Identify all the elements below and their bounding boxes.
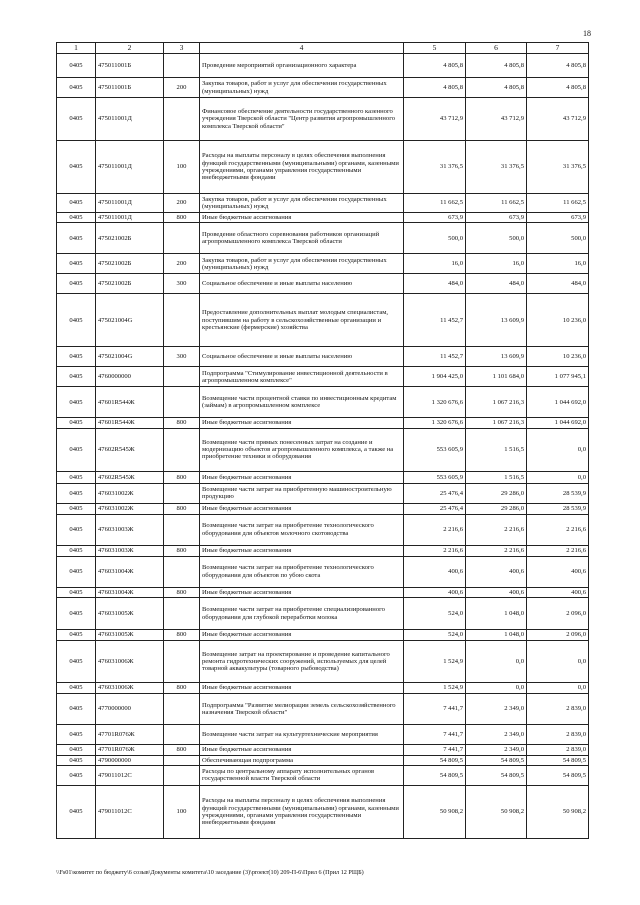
cell-amount-col6: 400,6	[466, 556, 527, 587]
cell-amount-col6: 2 349,0	[466, 745, 527, 755]
cell-amount-col7: 1 077 945,1	[527, 367, 589, 387]
cell-section: 0405	[57, 213, 96, 223]
cell-amount-col7: 2 839,0	[527, 694, 589, 725]
cell-name: Подпрограмма "Стимулирование инвестиционной деятельности в агропромышленном комплексе"	[200, 367, 404, 387]
cell-section: 0405	[57, 683, 96, 694]
cell-target-code: 475021004G	[96, 347, 164, 367]
cell-section: 0405	[57, 428, 96, 471]
cell-target-code: 476031004Ж	[96, 587, 164, 597]
table-row	[57, 503, 589, 514]
cell-amount-col7: 0,0	[527, 471, 589, 483]
cell-name: Возмещение затрат на проектирование и проведение капитального ремонта гидротехнических сооружений, используемых для целей товарной аквакультуры (товарного рыбоводства)	[200, 641, 404, 683]
table-row	[57, 194, 589, 213]
cell-amount-col5: 2 216,6	[404, 514, 466, 545]
cell-target-code: 476031006Ж	[96, 641, 164, 683]
column-header: 2	[96, 43, 164, 54]
cell-name: Закупка товаров, работ и услуг для обеспечения государственных (муниципальных) нужд	[200, 254, 404, 274]
cell-amount-col6: 11 662,5	[466, 194, 527, 213]
cell-name: Иные бюджетные ассигнования	[200, 587, 404, 597]
table-row	[57, 725, 589, 745]
cell-section: 0405	[57, 745, 96, 755]
cell-amount-col5: 484,0	[404, 274, 466, 294]
table-row	[57, 213, 589, 223]
cell-amount-col6: 673,9	[466, 213, 527, 223]
cell-target-code: 47601R544Ж	[96, 387, 164, 418]
table-row	[57, 556, 589, 587]
cell-section: 0405	[57, 694, 96, 725]
cell-name: Обеспечивающая подпрограмма	[200, 755, 404, 765]
cell-amount-col7: 0,0	[527, 428, 589, 471]
cell-section: 0405	[57, 503, 96, 514]
cell-amount-col5: 7 441,7	[404, 694, 466, 725]
cell-amount-col6: 484,0	[466, 274, 527, 294]
column-header: 4	[200, 43, 404, 54]
cell-expense-type: 200	[164, 78, 200, 98]
cell-amount-col7: 2 096,0	[527, 630, 589, 641]
cell-amount-col6: 4 805,8	[466, 78, 527, 98]
cell-amount-col7: 4 805,8	[527, 78, 589, 98]
cell-expense-type	[164, 483, 200, 503]
cell-target-code: 475011001Б	[96, 78, 164, 98]
cell-target-code: 4760000000	[96, 367, 164, 387]
cell-amount-col5: 11 452,7	[404, 294, 466, 347]
cell-amount-col5: 54 809,5	[404, 755, 466, 765]
cell-amount-col6: 13 609,9	[466, 294, 527, 347]
cell-target-code: 475021002Б	[96, 254, 164, 274]
table-row	[57, 683, 589, 694]
cell-amount-col7: 10 236,0	[527, 347, 589, 367]
cell-target-code: 475011001Д	[96, 98, 164, 141]
cell-target-code: 47701R076Ж	[96, 745, 164, 755]
cell-target-code: 476031003Ж	[96, 545, 164, 556]
cell-amount-col5: 7 441,7	[404, 745, 466, 755]
cell-amount-col7: 2 096,0	[527, 598, 589, 630]
table-row	[57, 785, 589, 838]
column-header: 5	[404, 43, 466, 54]
cell-section: 0405	[57, 98, 96, 141]
cell-amount-col7: 2 216,6	[527, 545, 589, 556]
cell-amount-col7: 54 809,5	[527, 755, 589, 765]
cell-section: 0405	[57, 387, 96, 418]
cell-expense-type: 200	[164, 194, 200, 213]
table-row	[57, 98, 589, 141]
cell-expense-type	[164, 755, 200, 765]
cell-target-code: 476031003Ж	[96, 514, 164, 545]
cell-amount-col5: 50 908,2	[404, 785, 466, 838]
table-row	[57, 54, 589, 78]
cell-section: 0405	[57, 254, 96, 274]
cell-expense-type: 300	[164, 347, 200, 367]
cell-amount-col7: 1 044 692,0	[527, 418, 589, 428]
cell-name: Проведение областного соревнования работников организаций агропромышленного комплекса Тверской области	[200, 223, 404, 254]
cell-expense-type	[164, 294, 200, 347]
cell-amount-col5: 4 805,8	[404, 54, 466, 78]
cell-amount-col5: 11 452,7	[404, 347, 466, 367]
cell-amount-col7: 2 839,0	[527, 725, 589, 745]
cell-expense-type	[164, 641, 200, 683]
cell-expense-type: 800	[164, 745, 200, 755]
cell-expense-type: 200	[164, 254, 200, 274]
table-row	[57, 471, 589, 483]
cell-target-code: 47602R545Ж	[96, 471, 164, 483]
cell-amount-col6: 54 809,5	[466, 755, 527, 765]
cell-name: Иные бюджетные ассигнования	[200, 503, 404, 514]
table-row	[57, 545, 589, 556]
cell-expense-type	[164, 428, 200, 471]
cell-amount-col5: 11 662,5	[404, 194, 466, 213]
table-row	[57, 755, 589, 765]
cell-amount-col5: 1 904 425,0	[404, 367, 466, 387]
cell-section: 0405	[57, 418, 96, 428]
table-row	[57, 254, 589, 274]
cell-amount-col5: 673,9	[404, 213, 466, 223]
cell-amount-col5: 4 805,8	[404, 78, 466, 98]
cell-target-code: 476031002Ж	[96, 503, 164, 514]
table-row	[57, 223, 589, 254]
cell-amount-col6: 1 067 216,3	[466, 387, 527, 418]
cell-section: 0405	[57, 785, 96, 838]
cell-amount-col5: 1 524,9	[404, 683, 466, 694]
cell-name: Иные бюджетные ассигнования	[200, 213, 404, 223]
table-row	[57, 428, 589, 471]
cell-target-code: 476031002Ж	[96, 483, 164, 503]
table-row	[57, 641, 589, 683]
cell-section: 0405	[57, 641, 96, 683]
cell-amount-col5: 1 320 676,6	[404, 387, 466, 418]
table-row	[57, 630, 589, 641]
table-body	[57, 54, 589, 839]
cell-amount-col7: 43 712,9	[527, 98, 589, 141]
cell-amount-col7: 28 539,9	[527, 503, 589, 514]
cell-name: Возмещение части затрат на приобретение технологического оборудования для объектов молочного скотоводства	[200, 514, 404, 545]
table-row	[57, 274, 589, 294]
table-row	[57, 78, 589, 98]
table-row	[57, 483, 589, 503]
cell-amount-col6: 1 516,5	[466, 471, 527, 483]
cell-expense-type	[164, 725, 200, 745]
cell-name: Возмещение части затрат на приобретение технологического оборудования для объектов по убою скота	[200, 556, 404, 587]
table-row	[57, 367, 589, 387]
cell-amount-col6: 4 805,8	[466, 54, 527, 78]
cell-name: Проведение мероприятий организационного характера	[200, 54, 404, 78]
table-row	[57, 587, 589, 597]
cell-expense-type	[164, 694, 200, 725]
cell-target-code: 4790000000	[96, 755, 164, 765]
cell-amount-col6: 2 349,0	[466, 694, 527, 725]
cell-expense-type: 800	[164, 418, 200, 428]
cell-name: Иные бюджетные ассигнования	[200, 471, 404, 483]
cell-target-code: 475021002Б	[96, 223, 164, 254]
column-header: 6	[466, 43, 527, 54]
cell-amount-col7: 50 908,2	[527, 785, 589, 838]
cell-amount-col6: 1 067 216,3	[466, 418, 527, 428]
table-row	[57, 745, 589, 755]
cell-section: 0405	[57, 141, 96, 194]
cell-amount-col7: 0,0	[527, 683, 589, 694]
cell-expense-type: 800	[164, 683, 200, 694]
cell-section: 0405	[57, 54, 96, 78]
cell-name: Подпрограмма "Развитие мелиорации земель сельскохозяйственного назначения Тверской области"	[200, 694, 404, 725]
cell-expense-type	[164, 223, 200, 254]
cell-amount-col7: 31 376,5	[527, 141, 589, 194]
cell-name: Закупка товаров, работ и услуг для обеспечения государственных (муниципальных) нужд	[200, 78, 404, 98]
cell-amount-col7: 0,0	[527, 641, 589, 683]
cell-amount-col7: 500,0	[527, 223, 589, 254]
cell-name: Иные бюджетные ассигнования	[200, 545, 404, 556]
cell-amount-col7: 54 809,5	[527, 765, 589, 785]
cell-amount-col6: 54 809,5	[466, 765, 527, 785]
cell-amount-col6: 400,6	[466, 587, 527, 597]
cell-expense-type: 800	[164, 545, 200, 556]
cell-name: Иные бюджетные ассигнования	[200, 418, 404, 428]
cell-amount-col6: 500,0	[466, 223, 527, 254]
cell-target-code: 47602R545Ж	[96, 428, 164, 471]
cell-expense-type	[164, 387, 200, 418]
cell-name: Закупка товаров, работ и услуг для обеспечения государственных (муниципальных) нужд	[200, 194, 404, 213]
cell-name: Иные бюджетные ассигнования	[200, 630, 404, 641]
cell-section: 0405	[57, 765, 96, 785]
cell-section: 0405	[57, 483, 96, 503]
cell-name: Расходы по центральному аппарату исполнительных органов государственной власти Тверской области	[200, 765, 404, 785]
cell-amount-col6: 2 216,6	[466, 545, 527, 556]
cell-target-code: 475011001Д	[96, 213, 164, 223]
cell-amount-col7: 1 044 692,0	[527, 387, 589, 418]
cell-name: Иные бюджетные ассигнования	[200, 683, 404, 694]
cell-amount-col6: 2 216,6	[466, 514, 527, 545]
table-row	[57, 294, 589, 347]
column-header: 3	[164, 43, 200, 54]
column-header: 7	[527, 43, 589, 54]
cell-amount-col5: 31 376,5	[404, 141, 466, 194]
cell-name: Социальное обеспечение и иные выплаты населению	[200, 274, 404, 294]
cell-amount-col5: 2 216,6	[404, 545, 466, 556]
cell-section: 0405	[57, 725, 96, 745]
cell-amount-col6: 1 048,0	[466, 630, 527, 641]
cell-expense-type	[164, 556, 200, 587]
cell-section: 0405	[57, 598, 96, 630]
cell-target-code: 475021004G	[96, 294, 164, 347]
cell-amount-col5: 43 712,9	[404, 98, 466, 141]
cell-expense-type	[164, 514, 200, 545]
cell-amount-col6: 0,0	[466, 683, 527, 694]
cell-expense-type: 800	[164, 503, 200, 514]
cell-section: 0405	[57, 367, 96, 387]
table-header-row	[57, 43, 589, 54]
cell-section: 0405	[57, 755, 96, 765]
cell-amount-col5: 16,0	[404, 254, 466, 274]
cell-target-code: 475011001Д	[96, 141, 164, 194]
cell-amount-col5: 1 524,9	[404, 641, 466, 683]
cell-target-code: 476031005Ж	[96, 598, 164, 630]
cell-amount-col5: 1 320 676,6	[404, 418, 466, 428]
table-row	[57, 347, 589, 367]
cell-section: 0405	[57, 347, 96, 367]
cell-name: Возмещение части затрат на приобретение специализированного оборудования для глубокой переработки молока	[200, 598, 404, 630]
cell-amount-col7: 10 236,0	[527, 294, 589, 347]
cell-section: 0405	[57, 78, 96, 98]
cell-target-code: 479011012С	[96, 765, 164, 785]
cell-expense-type	[164, 98, 200, 141]
cell-target-code: 476031005Ж	[96, 630, 164, 641]
cell-expense-type	[164, 765, 200, 785]
cell-amount-col5: 524,0	[404, 630, 466, 641]
cell-target-code: 475011001Б	[96, 54, 164, 78]
cell-amount-col6: 1 048,0	[466, 598, 527, 630]
cell-name: Предоставление дополнительных выплат молодым специалистам, поступившим на работу в сельскохозяйственные организации и крестьянские (фермерские) хозяйства	[200, 294, 404, 347]
cell-amount-col6: 31 376,5	[466, 141, 527, 194]
cell-section: 0405	[57, 556, 96, 587]
cell-expense-type: 800	[164, 587, 200, 597]
cell-expense-type: 800	[164, 471, 200, 483]
cell-amount-col6: 29 286,0	[466, 503, 527, 514]
cell-amount-col5: 54 809,5	[404, 765, 466, 785]
page-number: 18	[583, 29, 591, 38]
cell-amount-col7: 484,0	[527, 274, 589, 294]
cell-amount-col5: 553 605,9	[404, 428, 466, 471]
table-row	[57, 694, 589, 725]
cell-section: 0405	[57, 630, 96, 641]
cell-amount-col6: 1 516,5	[466, 428, 527, 471]
cell-amount-col5: 25 476,4	[404, 483, 466, 503]
cell-amount-col7: 400,6	[527, 556, 589, 587]
cell-section: 0405	[57, 274, 96, 294]
cell-target-code: 47601R544Ж	[96, 418, 164, 428]
cell-expense-type: 100	[164, 141, 200, 194]
cell-amount-col6: 43 712,9	[466, 98, 527, 141]
cell-amount-col6: 1 101 684,0	[466, 367, 527, 387]
cell-expense-type: 100	[164, 785, 200, 838]
cell-amount-col7: 28 539,9	[527, 483, 589, 503]
cell-amount-col7: 2 216,6	[527, 514, 589, 545]
cell-amount-col5: 400,6	[404, 556, 466, 587]
cell-amount-col7: 16,0	[527, 254, 589, 274]
cell-name: Иные бюджетные ассигнования	[200, 745, 404, 755]
cell-name: Возмещение части прямых понесенных затрат на создание и модернизацию объектов агропромышленного комплекса, а также на приобретение техники и оборудования	[200, 428, 404, 471]
cell-section: 0405	[57, 587, 96, 597]
cell-expense-type	[164, 367, 200, 387]
cell-target-code: 475011001Д	[96, 194, 164, 213]
cell-target-code: 4770000000	[96, 694, 164, 725]
cell-expense-type	[164, 598, 200, 630]
table-row	[57, 141, 589, 194]
cell-expense-type: 800	[164, 213, 200, 223]
cell-amount-col6: 29 286,0	[466, 483, 527, 503]
cell-amount-col7: 4 805,8	[527, 54, 589, 78]
cell-section: 0405	[57, 514, 96, 545]
cell-amount-col6: 2 349,0	[466, 725, 527, 745]
cell-amount-col7: 400,6	[527, 587, 589, 597]
cell-name: Финансовое обеспечение деятельности государственного казенного учреждения Тверской области "Центр развития агропромышленного комплекса Тверской области"	[200, 98, 404, 141]
cell-amount-col5: 500,0	[404, 223, 466, 254]
table-row	[57, 598, 589, 630]
cell-amount-col6: 13 609,9	[466, 347, 527, 367]
cell-amount-col7: 11 662,5	[527, 194, 589, 213]
cell-target-code: 475021002Б	[96, 274, 164, 294]
cell-amount-col6: 50 908,2	[466, 785, 527, 838]
cell-name: Возмещение части затрат на приобретенную машиностроительную продукцию	[200, 483, 404, 503]
cell-target-code: 479011012С	[96, 785, 164, 838]
cell-section: 0405	[57, 294, 96, 347]
cell-amount-col5: 7 441,7	[404, 725, 466, 745]
column-header: 1	[57, 43, 96, 54]
cell-expense-type: 300	[164, 274, 200, 294]
cell-name: Социальное обеспечение и иные выплаты населению	[200, 347, 404, 367]
cell-target-code: 47701R076Ж	[96, 725, 164, 745]
cell-amount-col6: 0,0	[466, 641, 527, 683]
cell-section: 0405	[57, 223, 96, 254]
cell-amount-col5: 400,6	[404, 587, 466, 597]
cell-amount-col5: 25 476,4	[404, 503, 466, 514]
cell-amount-col5: 553 605,9	[404, 471, 466, 483]
cell-expense-type: 800	[164, 630, 200, 641]
cell-expense-type	[164, 54, 200, 78]
cell-section: 0405	[57, 471, 96, 483]
table-row	[57, 418, 589, 428]
cell-name: Возмещение части процентной ставки по инвестиционным кредитам (займам) в агропромышленном комплексе	[200, 387, 404, 418]
table-row	[57, 514, 589, 545]
table-row	[57, 765, 589, 785]
cell-name: Расходы на выплаты персоналу в целях обеспечения выполнения функций государственными (муниципальными) органами, казенными учреждениями, органами управления государственными внебюджетными фондами	[200, 785, 404, 838]
cell-section: 0405	[57, 545, 96, 556]
cell-name: Возмещение части затрат на культуртехнические мероприятия	[200, 725, 404, 745]
cell-section: 0405	[57, 194, 96, 213]
cell-name: Расходы на выплаты персоналу в целях обеспечения выполнения функций государственными (муниципальными) органами, казенными учреждениями, органами управления государственными внебюджетными фондами	[200, 141, 404, 194]
cell-amount-col7: 673,9	[527, 213, 589, 223]
cell-target-code: 476031006Ж	[96, 683, 164, 694]
cell-target-code: 476031004Ж	[96, 556, 164, 587]
footer-file-path: \\Fs01\комитет по бюджету\6 созыв\Документы комитета\10 заседание (3)\proект(10) 209-П-6\Прил 6 (Прил 12 РЩБ)	[56, 869, 364, 876]
cell-amount-col7: 2 839,0	[527, 745, 589, 755]
cell-amount-col6: 16,0	[466, 254, 527, 274]
budget-table	[56, 42, 589, 839]
cell-amount-col5: 524,0	[404, 598, 466, 630]
table-row	[57, 387, 589, 418]
